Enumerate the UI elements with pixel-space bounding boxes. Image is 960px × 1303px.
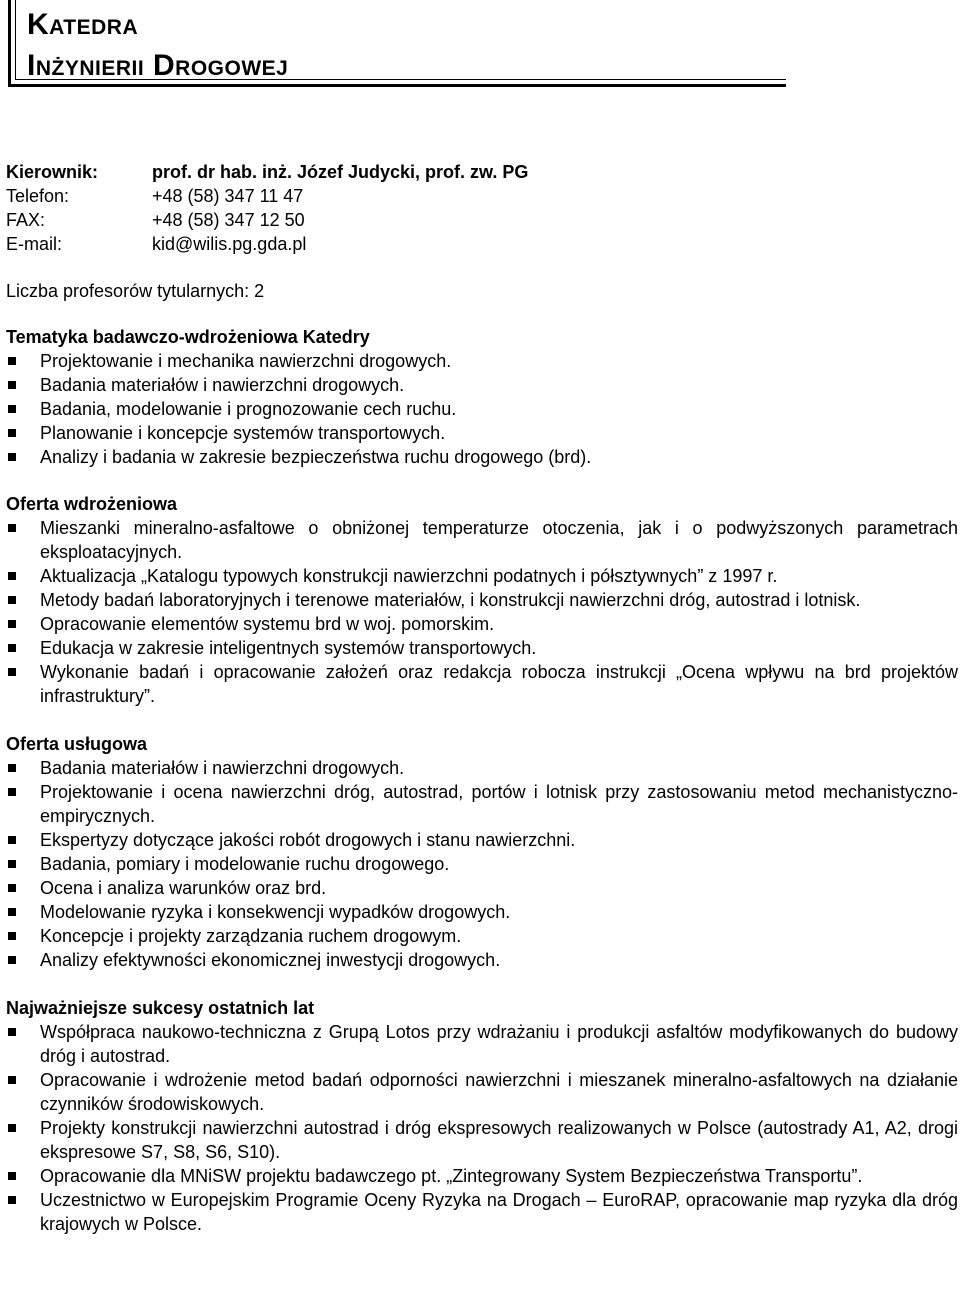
head-label: Kierownik:	[6, 162, 99, 182]
list-item: Projektowanie i mechanika nawierzchni drogowych.	[6, 349, 958, 373]
list-item: Badania, modelowanie i prognozowanie cech ruchu.	[6, 397, 958, 421]
list-item: Ocena i analiza warunków oraz brd.	[6, 876, 958, 900]
list-item: Projekty konstrukcji nawierzchni autostrad i dróg ekspresowych realizowanych w Polsce (autostrady A1, A2, drogi ekspresowe S7, S8, S6, S10).	[6, 1116, 958, 1164]
list-item: Analizy efektywności ekonomicznej inwestycji drogowych.	[6, 948, 958, 972]
list-item: Badania materiałów i nawierzchni drogowych.	[6, 756, 958, 780]
contact-email-row	[6, 232, 958, 256]
document-body	[6, 160, 958, 1236]
contact-head-row	[6, 160, 958, 184]
fax-value: +48 (58) 347 12 50	[152, 210, 305, 230]
list-item: Mieszanki mineralno-asfaltowe o obniżonej temperaturze otoczenia, jak i o podwyższonych parametrach eksploatacyjnych.	[6, 516, 958, 564]
page-title-line-1: Katedra	[27, 8, 139, 41]
list-item: Współpraca naukowo-techniczna z Grupą Lotos przy wdrażaniu i produkcji asfaltów modyfikowanych do budowy dróg i autostrad.	[6, 1020, 958, 1068]
list-item: Wykonanie badań i opracowanie założeń oraz redakcja robocza instrukcji „Ocena wpływu na brd projektów infrastruktury”.	[6, 660, 958, 708]
sections-container	[6, 325, 958, 1236]
title-frame	[8, 0, 786, 87]
list-item: Uczestnictwo w Europejskim Programie Oceny Ryzyka na Drogach – EuroRAP, opracowanie map ryzyka dla dróg krajowych w Polsce.	[6, 1188, 958, 1236]
section-heading: Tematyka badawczo-wdrożeniowa Katedry	[6, 327, 370, 347]
head-value: prof. dr hab. inż. Józef Judycki, prof. zw. PG	[152, 162, 529, 182]
page-title-line-2: Inżynierii Drogowej	[27, 49, 289, 82]
list-item: Koncepcje i projekty zarządzania ruchem drogowym.	[6, 924, 958, 948]
phone-value: +48 (58) 347 11 47	[152, 186, 304, 206]
list-item: Badania materiałów i nawierzchni drogowych.	[6, 373, 958, 397]
phone-label: Telefon:	[6, 186, 70, 206]
contact-fax-row	[6, 208, 958, 232]
list-item: Analizy i badania w zakresie bezpieczeństwa ruchu drogowego (brd).	[6, 445, 958, 469]
section-heading: Oferta wdrożeniowa	[6, 494, 178, 514]
list-item: Opracowanie elementów systemu brd w woj. pomorskim.	[6, 612, 958, 636]
email-link[interactable]: kid@wilis.pg.gda.pl	[152, 234, 307, 254]
bullet-list	[6, 349, 958, 469]
list-item: Projektowanie i ocena nawierzchni dróg, autostrad, portów i lotnisk przy zastosowaniu metod mechanistyczno-empirycznych.	[6, 780, 958, 828]
bullet-list	[6, 756, 958, 972]
fax-label: FAX:	[6, 210, 46, 230]
list-item: Opracowanie dla MNiSW projektu badawczego pt. „Zintegrowany System Bezpieczeństwa Transportu”.	[6, 1164, 958, 1188]
list-item: Aktualizacja „Katalogu typowych konstrukcji nawierzchni podatnych i półsztywnych” z 1997 r.	[6, 564, 958, 588]
email-label: E-mail:	[6, 234, 63, 254]
list-item: Planowanie i koncepcje systemów transportowych.	[6, 421, 958, 445]
bullet-list	[6, 1020, 958, 1236]
professors-count: Liczba profesorów tytularnych: 2	[6, 281, 265, 301]
list-item: Metody badań laboratoryjnych i terenowe materiałów, i konstrukcji nawierzchni dróg, autostrad i lotnisk.	[6, 588, 958, 612]
bullet-list	[6, 516, 958, 708]
list-item: Modelowanie ryzyka i konsekwencji wypadków drogowych.	[6, 900, 958, 924]
section-heading: Najważniejsze sukcesy ostatnich lat	[6, 998, 315, 1018]
section-heading: Oferta usługowa	[6, 734, 148, 754]
list-item: Edukacja w zakresie inteligentnych systemów transportowych.	[6, 636, 958, 660]
list-item: Badania, pomiary i modelowanie ruchu drogowego.	[6, 852, 958, 876]
contact-phone-row	[6, 184, 958, 208]
list-item: Opracowanie i wdrożenie metod badań odporności nawierzchni i mieszanek mineralno-asfaltowych na działanie czynników środowiskowych.	[6, 1068, 958, 1116]
list-item: Ekspertyzy dotyczące jakości robót drogowych i stanu nawierzchni.	[6, 828, 958, 852]
